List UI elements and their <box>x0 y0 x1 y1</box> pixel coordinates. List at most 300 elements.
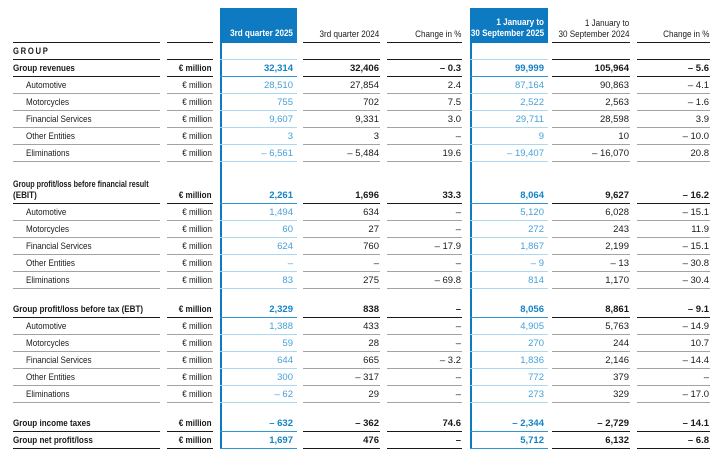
row-label <box>13 272 160 289</box>
value-cell <box>637 318 710 335</box>
value-cell <box>387 77 462 94</box>
unit-text: € million <box>182 258 212 269</box>
value-cell <box>637 128 710 145</box>
value-text: – 15.1 <box>682 241 709 252</box>
value-text: – <box>455 304 461 315</box>
value-text: – 10.0 <box>682 131 709 142</box>
value-text: 644 <box>277 355 293 366</box>
row-label-text: Group profit/loss before financial result <box>13 179 149 190</box>
row-label <box>13 77 160 94</box>
value-cell <box>387 204 462 221</box>
value-text: 27 <box>368 224 379 235</box>
value-cell <box>387 60 462 77</box>
value-cell <box>387 272 462 289</box>
value-text: – 5,484 <box>347 148 379 159</box>
row-label-text: Motorcycles <box>26 338 70 349</box>
value-cell <box>303 145 380 162</box>
value-cell <box>220 238 297 255</box>
unit-cell <box>167 369 213 386</box>
value-cell <box>552 204 630 221</box>
row-label <box>13 174 160 204</box>
value-text: 7.5 <box>447 97 461 108</box>
value-cell <box>387 174 462 204</box>
value-cell <box>552 335 630 352</box>
header-label-column <box>13 8 160 43</box>
value-text: 11.9 <box>691 224 709 235</box>
value-text: 300 <box>277 372 293 383</box>
value-text: – <box>455 131 461 142</box>
value-text: – 317 <box>355 372 379 383</box>
value-cell <box>637 111 710 128</box>
value-cell <box>552 221 630 238</box>
value-cell <box>470 128 548 145</box>
value-text: – 632 <box>269 418 293 429</box>
value-cell <box>637 94 710 111</box>
unit-text: € million <box>182 321 212 332</box>
unit-cell <box>167 111 213 128</box>
table-row <box>13 204 710 221</box>
value-text: – 14.4 <box>682 355 709 366</box>
value-text: – 2,729 <box>597 418 629 429</box>
value-text: 5,763 <box>605 321 629 332</box>
value-cell <box>220 386 297 403</box>
value-cell <box>220 221 297 238</box>
row-label-text: Financial Services <box>26 114 92 125</box>
value-text: 665 <box>363 355 379 366</box>
unit-cell <box>167 301 213 318</box>
row-label-text: Group income taxes <box>13 418 91 429</box>
value-cell <box>637 238 710 255</box>
column-header-change-quarter <box>387 8 462 43</box>
row-label-text: Automotive <box>26 80 67 91</box>
value-text: 1,170 <box>605 275 629 286</box>
table-row <box>13 386 710 403</box>
value-text: 814 <box>528 275 544 286</box>
value-cell <box>552 77 630 94</box>
value-cell <box>387 352 462 369</box>
value-cell <box>387 255 462 272</box>
value-text: – 30.8 <box>682 258 709 269</box>
value-text: 3 <box>373 131 379 142</box>
row-label-text: Other Entities <box>26 131 75 142</box>
value-text: 2,261 <box>269 190 293 201</box>
value-text: 33.3 <box>442 190 461 201</box>
column-header-q3-2024 <box>303 8 380 43</box>
value-text: 8,064 <box>520 190 544 201</box>
row-label-text: Group revenues <box>13 63 75 74</box>
table-header <box>13 8 710 43</box>
value-text: 702 <box>363 97 379 108</box>
row-label-text: Financial Services <box>26 241 92 252</box>
value-cell <box>387 238 462 255</box>
unit-cell <box>167 318 213 335</box>
value-text: 29,711 <box>515 114 544 125</box>
value-text: 83 <box>282 275 293 286</box>
table-row <box>13 415 710 432</box>
unit-text: € million <box>182 241 212 252</box>
value-text: – <box>455 258 461 269</box>
value-text: 1,836 <box>520 355 544 366</box>
value-cell <box>552 94 630 111</box>
value-cell <box>303 415 380 432</box>
value-cell <box>637 145 710 162</box>
value-cell <box>220 174 297 204</box>
value-text: 772 <box>528 372 544 383</box>
unit-text: € million <box>182 148 212 159</box>
value-cell <box>470 432 548 449</box>
value-cell <box>552 255 630 272</box>
value-cell <box>552 386 630 403</box>
value-cell <box>220 369 297 386</box>
unit-cell <box>167 145 213 162</box>
row-label-text: Eliminations <box>26 275 70 286</box>
value-cell <box>470 369 548 386</box>
value-text: 32,406 <box>349 63 379 74</box>
value-cell <box>220 60 297 77</box>
value-text: 28,598 <box>599 114 629 125</box>
value-cell <box>470 60 548 77</box>
value-text: 9,331 <box>355 114 379 125</box>
value-cell <box>470 94 548 111</box>
value-text: 5,712 <box>520 435 544 446</box>
column-header-q3-2025 <box>220 8 297 43</box>
value-text: – 362 <box>355 418 379 429</box>
value-cell <box>303 301 380 318</box>
row-label-text-line2: (EBIT) <box>13 190 37 201</box>
value-text: – <box>455 372 461 383</box>
row-label <box>13 60 160 77</box>
value-cell <box>552 318 630 335</box>
unit-cell <box>167 204 213 221</box>
row-label <box>13 255 160 272</box>
value-cell <box>387 415 462 432</box>
value-text: 6,132 <box>605 435 629 446</box>
value-text: 634 <box>363 207 379 218</box>
value-text: 28,510 <box>263 80 293 91</box>
table-row <box>13 318 710 335</box>
value-text: 1,867 <box>520 241 544 252</box>
row-label <box>13 352 160 369</box>
value-text: – <box>373 258 379 269</box>
unit-text: € million <box>182 114 212 125</box>
value-cell <box>220 432 297 449</box>
value-text: – 17.9 <box>434 241 461 252</box>
value-cell <box>220 335 297 352</box>
row-label <box>13 301 160 318</box>
value-text: 90,863 <box>599 80 629 91</box>
value-text: – 15.1 <box>682 207 709 218</box>
unit-text: € million <box>179 190 212 201</box>
value-text: 5,120 <box>520 207 544 218</box>
unit-text: € million <box>182 207 212 218</box>
unit-text: € million <box>182 224 212 235</box>
value-text: 329 <box>613 389 629 400</box>
value-text: 244 <box>613 338 629 349</box>
unit-cell <box>167 60 213 77</box>
value-cell <box>470 386 548 403</box>
value-cell <box>552 415 630 432</box>
value-cell <box>637 221 710 238</box>
row-label-text: GROUP <box>13 46 50 56</box>
value-cell <box>220 111 297 128</box>
value-cell <box>470 255 548 272</box>
value-text: – <box>455 389 461 400</box>
value-cell <box>303 174 380 204</box>
value-text: 838 <box>363 304 379 315</box>
value-text: 9,627 <box>605 190 629 201</box>
value-cell <box>637 301 710 318</box>
unit-text: € million <box>179 418 212 429</box>
row-label <box>13 94 160 111</box>
value-cell <box>552 60 630 77</box>
value-text: – 17.0 <box>682 389 709 400</box>
value-cell <box>303 221 380 238</box>
column-header-label: 3rd quarter 2024 <box>319 29 379 40</box>
unit-text: € million <box>179 63 212 74</box>
table-row <box>13 60 710 77</box>
value-text: 4,905 <box>520 321 544 332</box>
value-cell <box>637 272 710 289</box>
unit-cell <box>167 386 213 403</box>
unit-text: € million <box>182 372 212 383</box>
value-cell <box>387 386 462 403</box>
row-label-text: Eliminations <box>26 148 70 159</box>
value-text: 74.6 <box>442 418 461 429</box>
value-cell <box>470 204 548 221</box>
table-row <box>13 145 710 162</box>
column-header-9m-2025 <box>470 8 548 43</box>
unit-text: € million <box>182 97 212 108</box>
table-row <box>13 432 710 449</box>
value-text: 60 <box>282 224 293 235</box>
value-cell <box>637 386 710 403</box>
column-header-label: 3rd quarter 2025 <box>230 28 293 39</box>
unit-cell <box>167 352 213 369</box>
value-cell <box>552 369 630 386</box>
value-text: – 6.8 <box>687 435 709 446</box>
value-text: – <box>455 207 461 218</box>
value-text: – <box>455 338 461 349</box>
table-row <box>13 128 710 145</box>
value-cell <box>552 432 630 449</box>
value-text: 3 <box>287 131 293 142</box>
unit-text: € million <box>182 389 212 400</box>
value-cell <box>470 415 548 432</box>
value-text: 59 <box>282 338 293 349</box>
unit-text: € million <box>182 80 212 91</box>
value-text: 8,861 <box>605 304 629 315</box>
value-text: 8,056 <box>520 304 544 315</box>
value-text: 20.8 <box>690 148 709 159</box>
value-text: – 9.1 <box>687 304 709 315</box>
value-cell <box>387 432 462 449</box>
value-text: – <box>455 321 461 332</box>
row-label <box>13 204 160 221</box>
value-cell <box>552 145 630 162</box>
value-text: – 13 <box>610 258 629 269</box>
row-label <box>13 415 160 432</box>
value-cell <box>303 352 380 369</box>
table-row <box>13 238 710 255</box>
value-cell <box>220 204 297 221</box>
value-cell <box>552 111 630 128</box>
value-cell <box>387 128 462 145</box>
value-cell <box>637 255 710 272</box>
column-header-label-line2: 30 September 2025 <box>470 28 544 39</box>
value-cell <box>220 272 297 289</box>
value-cell <box>303 60 380 77</box>
value-text: – 2,344 <box>512 418 544 429</box>
unit-text: € million <box>179 435 212 446</box>
column-header-9m-2024 <box>552 8 630 43</box>
value-text: 1,697 <box>269 435 293 446</box>
value-cell <box>303 128 380 145</box>
value-cell <box>303 94 380 111</box>
value-cell <box>303 432 380 449</box>
value-cell <box>220 94 297 111</box>
row-label <box>13 432 160 449</box>
value-text: 1,696 <box>355 190 379 201</box>
value-text: 273 <box>528 389 544 400</box>
value-text: 32,314 <box>263 63 293 74</box>
value-cell <box>552 174 630 204</box>
value-text: – 16.2 <box>682 190 709 201</box>
value-text: 2,563 <box>605 97 629 108</box>
value-text: 272 <box>528 224 544 235</box>
value-cell <box>470 272 548 289</box>
value-cell <box>387 94 462 111</box>
row-label <box>13 111 160 128</box>
unit-text: € million <box>182 355 212 366</box>
unit-text: € million <box>182 275 212 286</box>
value-text: 275 <box>363 275 379 286</box>
value-text: – 9 <box>530 258 544 269</box>
value-cell <box>637 204 710 221</box>
value-text: 105,964 <box>594 63 629 74</box>
unit-cell <box>167 255 213 272</box>
value-text: – 0.3 <box>439 63 461 74</box>
value-cell <box>387 318 462 335</box>
table-row <box>13 369 710 386</box>
value-cell <box>220 318 297 335</box>
value-text: – 4.1 <box>687 80 709 91</box>
value-text: – <box>455 435 461 446</box>
header-unit-column <box>167 8 213 43</box>
value-cell <box>303 238 380 255</box>
value-cell <box>220 255 297 272</box>
value-cell <box>470 301 548 318</box>
value-text: – 14.9 <box>682 321 709 332</box>
table-row <box>13 335 710 352</box>
value-cell <box>637 369 710 386</box>
value-cell <box>637 432 710 449</box>
row-label <box>13 369 160 386</box>
column-header-label-line1: 1 January to <box>584 18 629 29</box>
value-cell <box>303 369 380 386</box>
value-text: 433 <box>363 321 379 332</box>
value-cell <box>220 415 297 432</box>
row-label <box>13 386 160 403</box>
row-label-text: Automotive <box>26 207 67 218</box>
value-cell <box>470 43 548 60</box>
value-cell <box>470 352 548 369</box>
value-cell <box>220 43 297 60</box>
unit-text: € million <box>179 304 212 315</box>
value-text: 19.6 <box>442 148 461 159</box>
value-text: 9,607 <box>269 114 293 125</box>
value-text: 379 <box>613 372 629 383</box>
spacer-row <box>13 289 710 301</box>
row-label-text: Motorcycles <box>26 224 70 235</box>
value-cell <box>387 111 462 128</box>
row-label <box>13 335 160 352</box>
column-header-label: Change in % <box>414 29 461 40</box>
row-label <box>13 128 160 145</box>
row-label <box>13 221 160 238</box>
row-label-text: Other Entities <box>26 372 75 383</box>
table-row <box>13 174 710 204</box>
row-label <box>13 318 160 335</box>
value-text: 27,854 <box>349 80 379 91</box>
value-cell <box>552 43 630 60</box>
value-cell <box>470 77 548 94</box>
column-header-change-period <box>637 8 710 43</box>
table-row <box>13 111 710 128</box>
value-text: 10 <box>618 131 629 142</box>
value-text: – <box>455 224 461 235</box>
value-text: 755 <box>277 97 293 108</box>
value-text: 99,999 <box>514 63 544 74</box>
value-text: 760 <box>363 241 379 252</box>
column-header-label: Change in % <box>662 29 709 40</box>
row-label <box>13 238 160 255</box>
value-cell <box>470 335 548 352</box>
value-text: – 19,407 <box>507 148 544 159</box>
value-text: 270 <box>528 338 544 349</box>
value-cell <box>387 335 462 352</box>
unit-cell <box>167 432 213 449</box>
value-text: – <box>287 258 293 269</box>
value-cell <box>303 386 380 403</box>
value-text: – 14.1 <box>682 418 709 429</box>
value-text: 243 <box>613 224 629 235</box>
value-cell <box>303 77 380 94</box>
value-cell <box>637 77 710 94</box>
unit-cell <box>167 174 213 204</box>
value-cell <box>220 77 297 94</box>
value-text: – <box>703 372 709 383</box>
value-cell <box>637 60 710 77</box>
value-text: 2,329 <box>269 304 293 315</box>
value-cell <box>387 43 462 60</box>
value-cell <box>637 352 710 369</box>
row-label-text: Group profit/loss before tax (EBT) <box>13 304 144 315</box>
value-text: – 5.6 <box>687 63 709 74</box>
value-text: – 30.4 <box>682 275 709 286</box>
value-cell <box>303 335 380 352</box>
value-cell <box>470 174 548 204</box>
value-text: – 62 <box>274 389 293 400</box>
value-cell <box>552 238 630 255</box>
value-cell <box>303 111 380 128</box>
value-cell <box>552 128 630 145</box>
section-heading <box>13 43 160 60</box>
value-cell <box>220 128 297 145</box>
table-row <box>13 94 710 111</box>
value-text: – 3.2 <box>439 355 461 366</box>
unit-cell <box>167 238 213 255</box>
row-label <box>13 145 160 162</box>
